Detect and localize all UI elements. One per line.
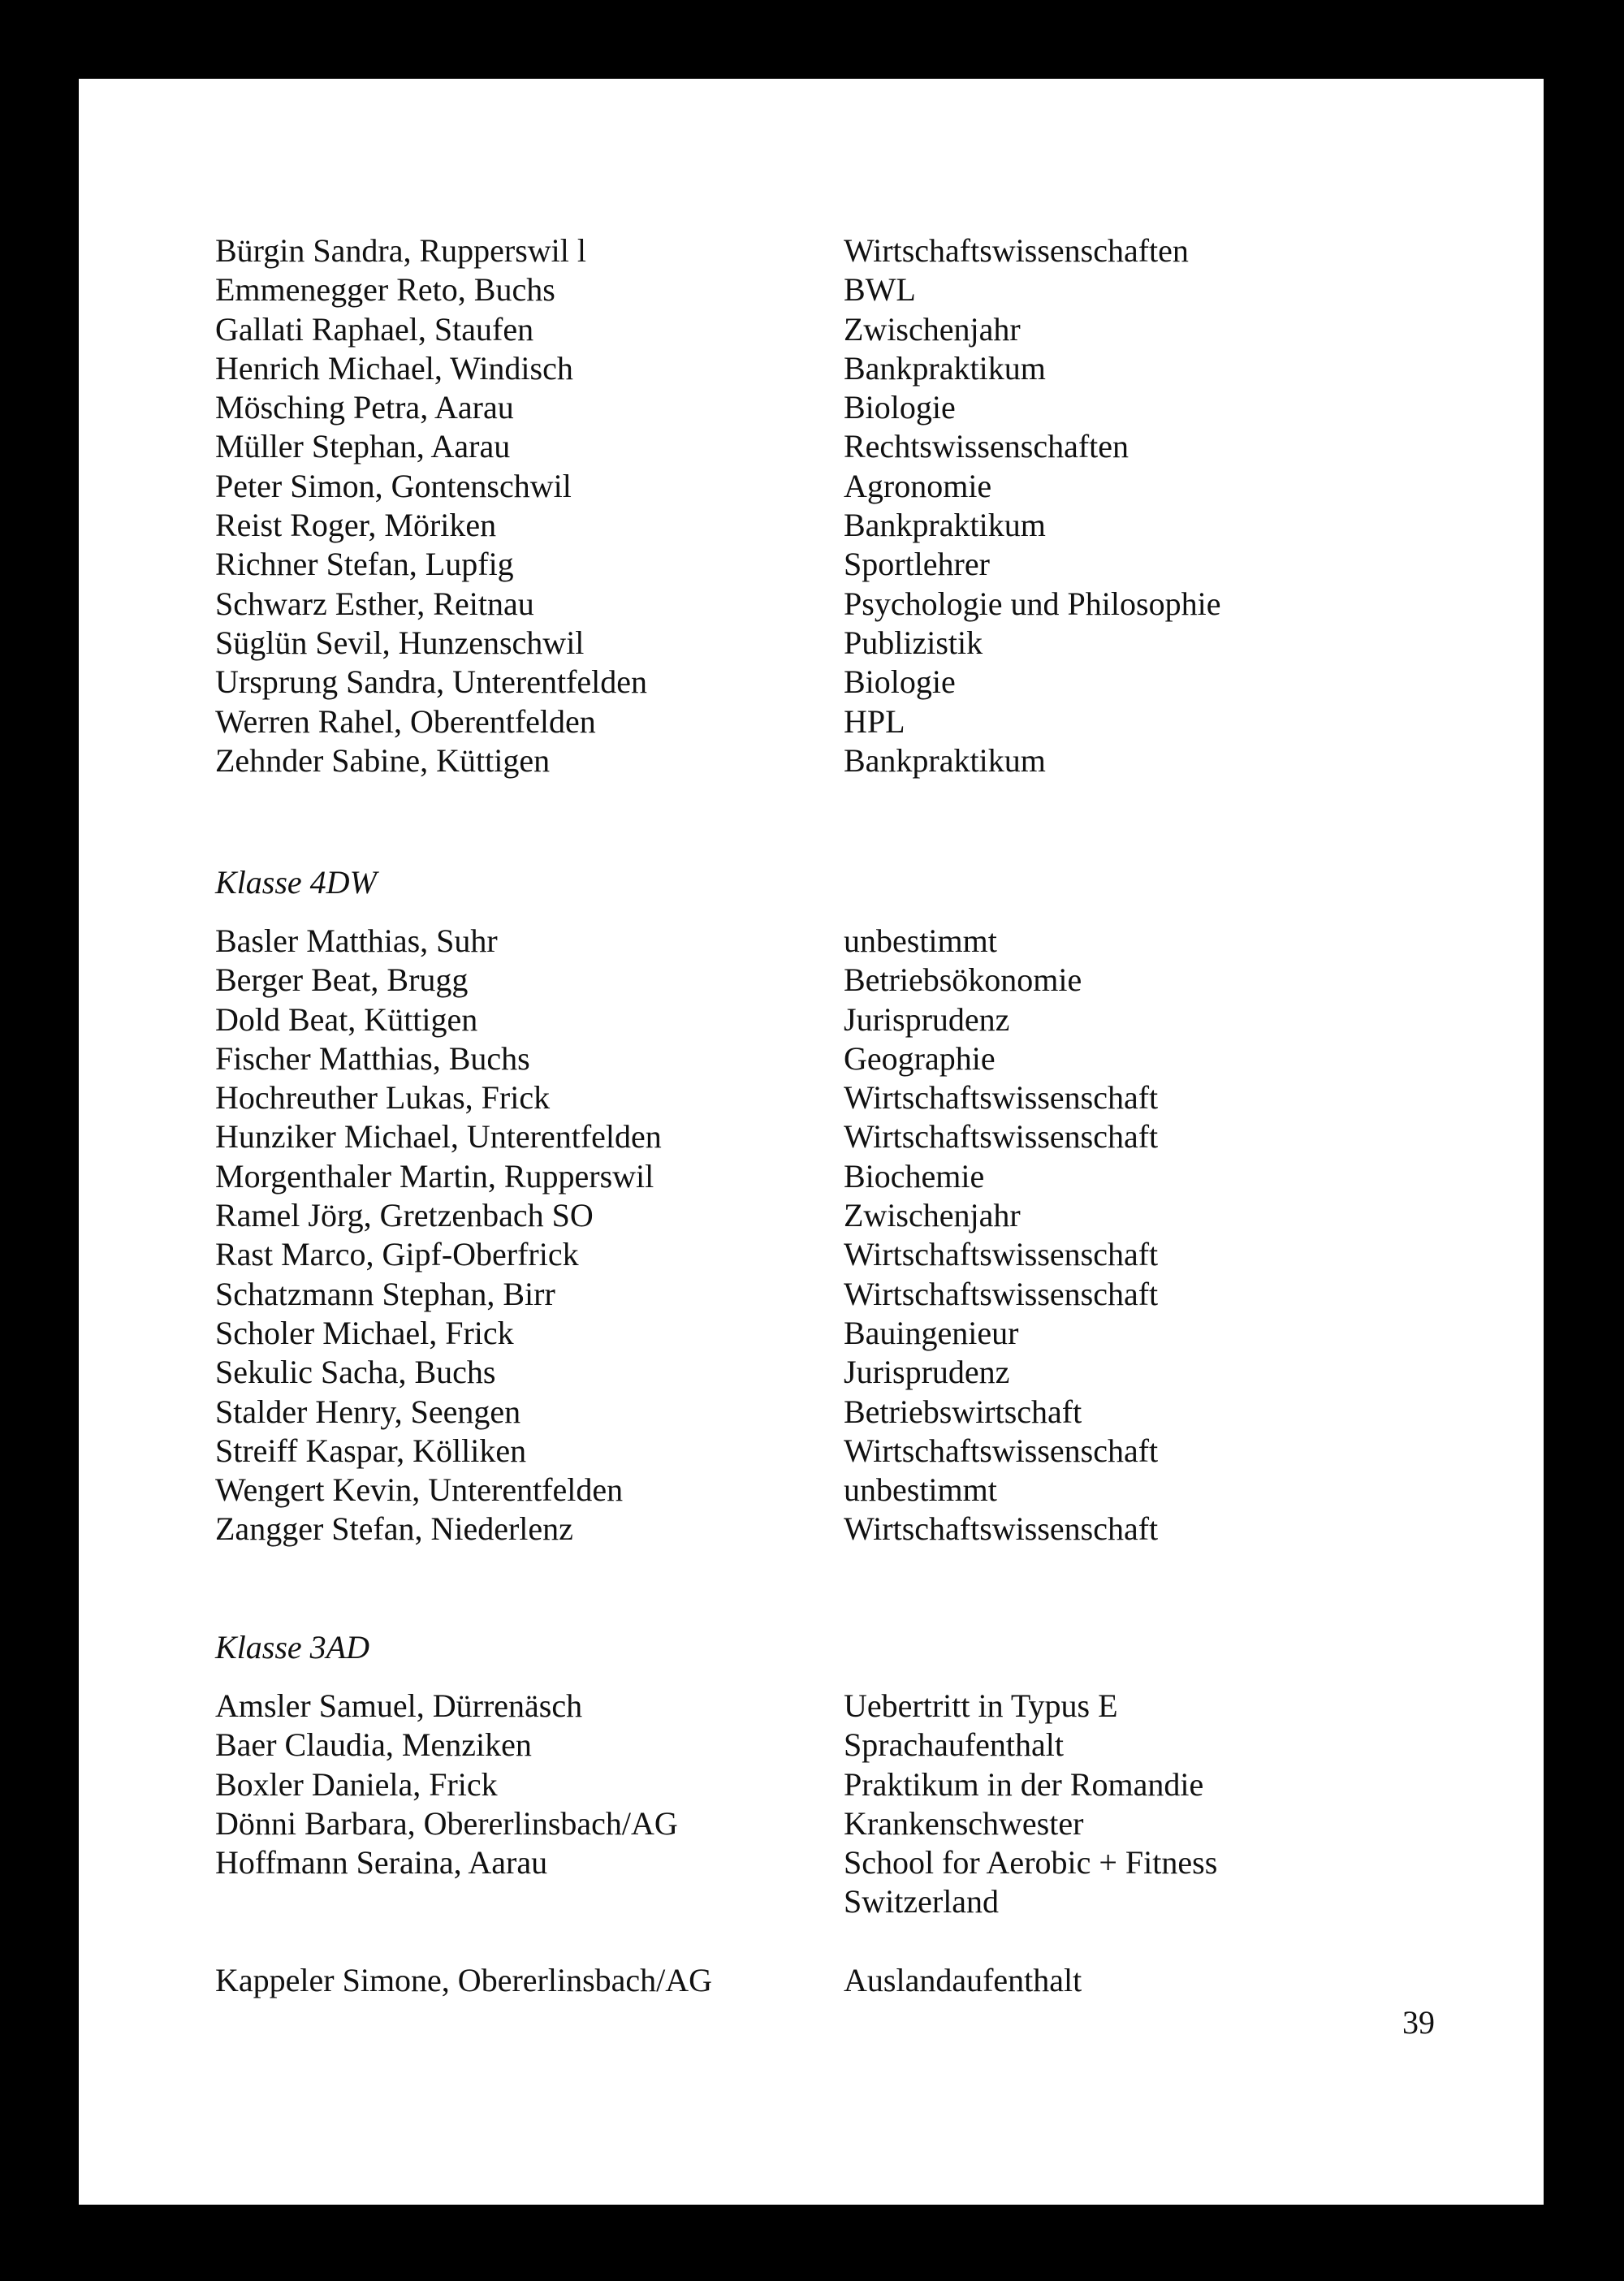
study-plan: Sprachaufenthalt xyxy=(844,1726,1064,1764)
study-plan: Uebertritt in Typus E xyxy=(844,1687,1118,1724)
student-name: Boxler Daniela, Frick xyxy=(215,1765,498,1803)
student-name: Berger Beat, Brugg xyxy=(215,961,469,999)
list-item xyxy=(79,961,1544,1000)
list-item xyxy=(79,270,1544,309)
list-item xyxy=(79,1078,1544,1117)
study-plan: Wirtschaftswissenschaft xyxy=(844,1079,1159,1117)
student-name: Richner Stefan, Lupfig xyxy=(215,546,514,583)
list-item xyxy=(79,1117,1544,1156)
study-plan: Betriebswirtschaft xyxy=(844,1393,1082,1430)
list-item xyxy=(79,741,1544,780)
study-plan: Zwischenjahr xyxy=(844,1197,1021,1234)
student-name: Baer Claudia, Menziken xyxy=(215,1726,532,1764)
study-plan: Geographie xyxy=(844,1039,996,1077)
list-item xyxy=(79,1471,1544,1510)
list-item xyxy=(79,922,1544,961)
study-plan: Agronomie xyxy=(844,467,992,504)
study-plan: Betriebsökonomie xyxy=(844,961,1082,999)
list-item xyxy=(79,1510,1544,1549)
student-name: Schatzmann Stephan, Birr xyxy=(215,1275,555,1312)
student-name: Werren Rahel, Oberentfelden xyxy=(215,702,596,740)
study-plan: Biochemie xyxy=(844,1157,985,1195)
student-name: Kappeler Simone, Obererlinsbach/AG xyxy=(215,1962,713,1999)
list-item xyxy=(79,624,1544,663)
study-plan: Praktikum in der Romandie xyxy=(844,1765,1204,1803)
study-plan: Bankpraktikum xyxy=(844,507,1046,544)
student-name: Zehnder Sabine, Küttigen xyxy=(215,741,551,779)
list-item xyxy=(79,231,1544,270)
list-item xyxy=(79,1432,1544,1471)
study-plan: HPL xyxy=(844,702,905,740)
study-plan: Wirtschaftswissenschaft xyxy=(844,1236,1159,1273)
list-item xyxy=(79,1922,1544,1961)
section-heading: Klasse 4DW xyxy=(215,864,377,901)
student-name: Scholer Michael, Frick xyxy=(215,1314,514,1351)
list-item xyxy=(79,585,1544,624)
study-plan: unbestimmt xyxy=(844,922,997,959)
study-plan: Auslandaufenthalt xyxy=(844,1962,1082,1999)
list-item xyxy=(79,663,1544,702)
student-name: Gallati Raphael, Staufen xyxy=(215,310,534,348)
list-item xyxy=(79,1235,1544,1274)
list-item xyxy=(79,1157,1544,1196)
list-item xyxy=(79,1882,1544,1921)
student-name: Streiff Kaspar, Kölliken xyxy=(215,1432,527,1469)
student-name: Müller Stephan, Aarau xyxy=(215,428,511,465)
study-plan: Wirtschaftswissenschaft xyxy=(844,1118,1159,1156)
student-name: Dönni Barbara, Obererlinsbach/AG xyxy=(215,1804,678,1842)
list-item xyxy=(79,1275,1544,1314)
student-name: Emmenegger Reto, Buchs xyxy=(215,271,555,309)
study-plan: Wirtschaftswissenschaft xyxy=(844,1275,1159,1312)
study-plan: BWL xyxy=(844,271,916,309)
list-item xyxy=(79,310,1544,349)
document-page xyxy=(79,79,1544,2205)
student-name: Henrich Michael, Windisch xyxy=(215,349,573,387)
student-name: Ramel Jörg, Gretzenbach SO xyxy=(215,1197,594,1234)
study-plan: Bankpraktikum xyxy=(844,741,1046,779)
student-name: Fischer Matthias, Buchs xyxy=(215,1039,530,1077)
study-plan: Wirtschaftswissenschaft xyxy=(844,1432,1159,1469)
study-plan: School for Aerobic + Fitness xyxy=(844,1844,1218,1881)
study-plan: Psychologie und Philosophie xyxy=(844,585,1221,622)
study-plan: Rechtswissenschaften xyxy=(844,428,1129,465)
list-item xyxy=(79,1804,1544,1843)
list-item xyxy=(79,545,1544,584)
list-item xyxy=(79,506,1544,545)
list-item xyxy=(79,388,1544,427)
student-name: Sekulic Sacha, Buchs xyxy=(215,1354,496,1391)
list-item xyxy=(79,1843,1544,1882)
student-name: Mösching Petra, Aarau xyxy=(215,389,514,426)
list-item xyxy=(79,1726,1544,1765)
list-item xyxy=(79,1353,1544,1392)
page-number: 39 xyxy=(1402,2004,1435,2041)
student-name: Wengert Kevin, Unterentfelden xyxy=(215,1471,624,1509)
entry-list xyxy=(79,922,1544,1549)
study-plan: Bankpraktikum xyxy=(844,349,1046,387)
list-item xyxy=(79,427,1544,466)
list-item xyxy=(79,1393,1544,1432)
study-plan: Biologie xyxy=(844,663,956,701)
entry-list xyxy=(79,231,1544,780)
student-name: Dold Beat, Küttigen xyxy=(215,1000,478,1038)
student-name: Peter Simon, Gontenschwil xyxy=(215,467,572,504)
study-plan: Publizistik xyxy=(844,624,983,661)
study-plan: Wirtschaftswissenschaft xyxy=(844,1510,1159,1548)
student-name: Hunziker Michael, Unterentfelden xyxy=(215,1118,662,1156)
list-item xyxy=(79,1000,1544,1039)
student-name: Rast Marco, Gipf-Oberfrick xyxy=(215,1236,579,1273)
list-item xyxy=(79,1687,1544,1726)
study-plan: Zwischenjahr xyxy=(844,310,1021,348)
list-item xyxy=(79,349,1544,388)
section-heading: Klasse 3AD xyxy=(215,1629,369,1665)
student-name: Reist Roger, Möriken xyxy=(215,507,497,544)
student-name: Süglün Sevil, Hunzenschwil xyxy=(215,624,585,661)
study-plan: Jurisprudenz xyxy=(844,1000,1010,1038)
student-name: Ursprung Sandra, Unterentfelden xyxy=(215,663,648,701)
list-item xyxy=(79,1196,1544,1235)
student-name: Morgenthaler Martin, Rupperswil xyxy=(215,1157,654,1195)
student-name: Zangger Stefan, Niederlenz xyxy=(215,1510,573,1548)
student-name: Hoffmann Seraina, Aarau xyxy=(215,1844,548,1881)
list-item xyxy=(79,467,1544,506)
student-name: Bürgin Sandra, Rupperswil l xyxy=(215,232,587,269)
entry-list xyxy=(79,1687,1544,2000)
list-item xyxy=(79,702,1544,741)
student-name: Stalder Henry, Seengen xyxy=(215,1393,521,1430)
list-item xyxy=(79,1961,1544,2000)
student-name: Basler Matthias, Suhr xyxy=(215,922,498,959)
study-plan: Bauingenieur xyxy=(844,1314,1019,1351)
student-name: Schwarz Esther, Reitnau xyxy=(215,585,534,622)
study-plan: unbestimmt xyxy=(844,1471,997,1509)
list-item xyxy=(79,1765,1544,1804)
student-name: Hochreuther Lukas, Frick xyxy=(215,1079,551,1117)
student-name: Amsler Samuel, Dürrenäsch xyxy=(215,1687,583,1724)
list-item xyxy=(79,1039,1544,1078)
study-plan: Biologie xyxy=(844,389,956,426)
study-plan: Krankenschwester xyxy=(844,1804,1084,1842)
study-plan: Wirtschaftswissenschaften xyxy=(844,232,1189,269)
study-plan: Switzerland xyxy=(844,1883,1000,1920)
study-plan: Jurisprudenz xyxy=(844,1354,1010,1391)
list-item xyxy=(79,1314,1544,1353)
study-plan: Sportlehrer xyxy=(844,546,990,583)
